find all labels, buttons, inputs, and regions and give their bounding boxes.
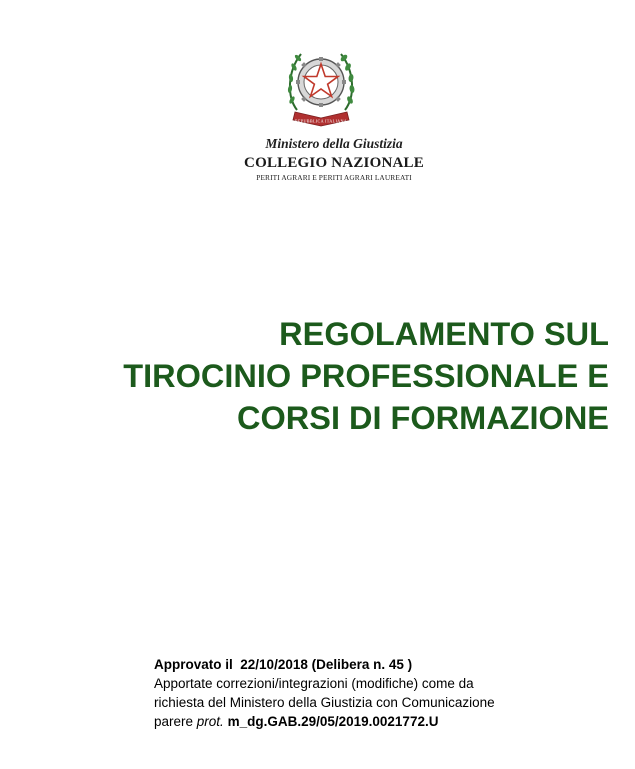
approved-label: Approvato il [154, 657, 233, 672]
title-line-3: CORSI DI FORMAZIONE [237, 400, 609, 436]
protocol-label: prot. [196, 714, 224, 729]
protocol-line [154, 712, 614, 731]
college-name: COLLEGIO NAZIONALE [244, 155, 424, 171]
protocol-number: m_dg.GAB.29/05/2019.0021772.U [227, 714, 439, 729]
opinion-prefix: parere [154, 714, 194, 729]
corrections-line: Apportate correzioni/integrazioni (modifiche) come da [154, 676, 474, 691]
title-line-1: REGOLAMENTO SUL [279, 316, 609, 352]
approval-line [154, 655, 614, 674]
college-subtitle: PERITI AGRARI E PERITI AGRARI LAUREATI [256, 173, 412, 182]
republic-emblem-icon [283, 42, 359, 128]
svg-text:REPUBBLICA ITALIANA: REPUBBLICA ITALIANA [294, 118, 348, 124]
document-title [29, 313, 609, 439]
request-line: richiesta del Ministero della Giustizia con Comunicazione [154, 695, 495, 710]
approved-date: 22/10/2018 [240, 657, 308, 672]
approval-note [154, 655, 614, 731]
deliberation-number: (Delibera n. 45 ) [311, 657, 413, 672]
title-line-2: TIROCINIO PROFESSIONALE E [123, 358, 609, 394]
ministry-name: Ministero della Giustizia [265, 136, 403, 151]
